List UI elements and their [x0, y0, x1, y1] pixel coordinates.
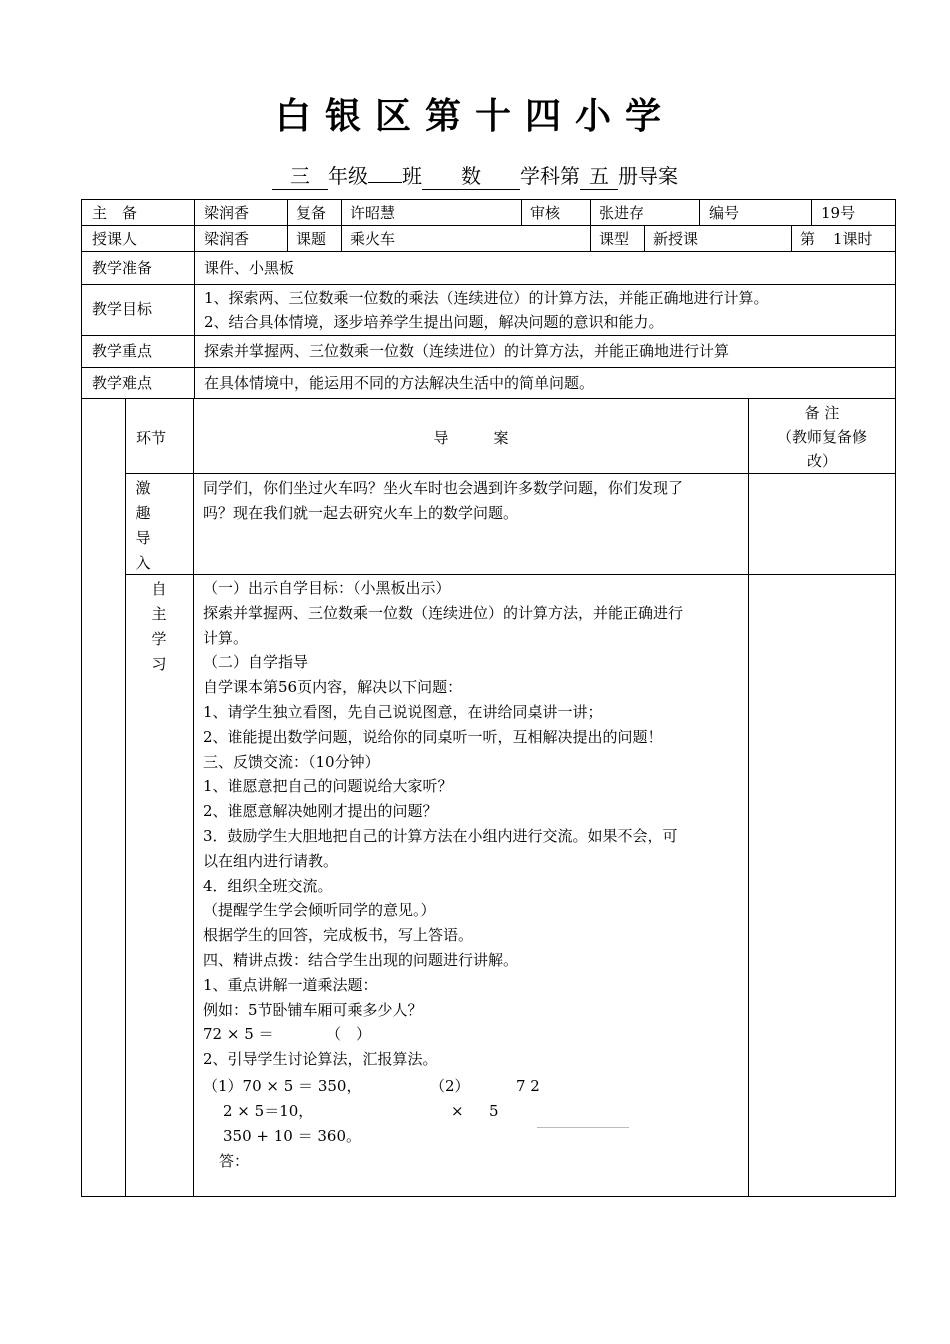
review-label: 复备	[296, 204, 327, 222]
calc-left-line: 350 + 10 ＝ 360。	[223, 1127, 361, 1145]
rule	[644, 225, 645, 251]
guide-line: 自学课本第56页内容，解决以下问题：	[203, 678, 463, 697]
prep-label: 教学准备	[92, 259, 153, 277]
goal-item: 2、结合具体情境，逐步培养学生提出问题，解决问题的意识和能力。	[204, 313, 664, 331]
calc-left-line: （1）70 × 5 ＝ 350，	[203, 1077, 362, 1095]
guide-line: 2、引导学生讨论算法，汇报算法。	[203, 1050, 438, 1069]
keypoint-label: 教学重点	[92, 342, 153, 360]
volume-value: 五	[580, 163, 618, 190]
calc-multiplier: 5	[489, 1102, 499, 1120]
rule	[748, 398, 749, 1196]
rule	[81, 199, 82, 1197]
calc-vertical-top: 7 2	[516, 1077, 540, 1095]
rule	[699, 199, 700, 225]
stage-name: 自主学习	[151, 580, 167, 673]
guide-line: 三、反馈交流：（10分钟）	[203, 752, 380, 771]
difficulty-value: 在具体情境中，能运用不同的方法解决生活中的简单问题。	[204, 374, 595, 392]
prep-value: 课件、小黑板	[204, 259, 295, 277]
guide-line: 同学们，你们坐过火车吗？坐火车时也会遇到许多数学问题，你们发现了	[203, 479, 684, 497]
guide-line: 3．鼓励学生大胆地把自己的计算方法在小组内进行交流。如果不会，可	[203, 826, 678, 845]
teacher-label: 授课人	[92, 230, 138, 248]
keypoint-value: 探索并掌握两、三位数乘一位数（连续进位）的计算方法，并能正确地进行计算	[204, 342, 730, 360]
guide-line: （提醒学生学会倾听同学的意见。）	[203, 901, 436, 920]
guide-header: 导 案	[433, 429, 509, 447]
calc-answer-label: 答：	[219, 1152, 250, 1170]
remark-header-line: （教师复备修	[776, 428, 867, 446]
school-title: 白银区第十四小学	[274, 96, 675, 137]
rule	[125, 398, 126, 1196]
guide-line: 2、谁愿意解决她刚才提出的问题？	[203, 802, 438, 821]
goal-item: 1、探索两、三位数乘一位数的乘法（连续进位）的计算方法，并能正确地进行计算。	[204, 289, 769, 307]
calc-times-sign: ×	[451, 1102, 464, 1120]
guide-line: 4．组织全班交流。	[203, 876, 333, 895]
period-prefix: 第	[800, 230, 816, 248]
rule	[125, 574, 896, 575]
rule	[521, 199, 522, 225]
lead-value: 梁润香	[204, 204, 250, 222]
rule	[81, 367, 896, 368]
number-value: 19号	[821, 204, 856, 222]
calc-underline	[537, 1127, 629, 1128]
audit-label: 审核	[530, 204, 561, 222]
guide-line: 以在组内进行请教。	[203, 851, 339, 870]
guide-line: 1、请学生独立看图，先自己说说图意，在讲给同桌讲一讲；	[203, 702, 603, 721]
topic-label: 课题	[296, 230, 327, 248]
teacher-value: 梁润香	[204, 230, 250, 248]
rule	[81, 284, 896, 285]
rule	[81, 335, 896, 336]
rule	[125, 473, 896, 474]
review-value: 许昭慧	[350, 204, 396, 222]
guide-line: （二）自学指导	[203, 653, 309, 672]
stage-name: 激趣导入	[135, 479, 151, 572]
audit-value: 张进存	[599, 204, 645, 222]
subject-label: 学科第	[520, 164, 580, 188]
rule	[81, 1196, 896, 1197]
grade-value: 三	[272, 163, 328, 190]
rule	[81, 398, 896, 399]
rule	[341, 199, 342, 251]
guide-line: 计算。	[203, 628, 249, 647]
remark-header-line: 备 注	[804, 404, 840, 422]
subject-value: 数	[422, 163, 520, 190]
guide-line: 根据学生的回答，完成板书，写上答语。	[203, 926, 474, 945]
guide-line: 1、谁愿意把自己的问题说给大家听？	[203, 777, 453, 796]
guide-line: 2、谁能提出数学问题，说给你的同桌听一听，互相解决提出的问题！	[203, 727, 663, 746]
rule	[81, 199, 896, 200]
rule	[791, 225, 792, 251]
rule	[194, 199, 195, 399]
guide-line: 四、精讲点拨：结合学生出现的问题进行讲解。	[203, 950, 519, 969]
number-label: 编号	[709, 204, 740, 222]
class-label: 班	[402, 164, 422, 188]
remark-header-line: 改）	[806, 452, 837, 470]
stage-header: 环节	[136, 429, 167, 447]
period-value: 1课时	[833, 230, 873, 248]
grade-label: 年级	[328, 164, 368, 188]
rule	[81, 251, 896, 252]
guide-line: 72 × 5 ＝ （ ）	[203, 1025, 372, 1044]
type-value: 新授课	[653, 230, 699, 248]
remark-header	[749, 401, 895, 473]
goals-label: 教学目标	[92, 300, 153, 318]
rule	[811, 199, 812, 225]
calc-left-line: 2 × 5＝10，	[223, 1102, 314, 1120]
guide-line: 吗？现在我们就一起去研究火车上的数学问题。	[203, 503, 519, 522]
lead-label: 主 备	[92, 204, 138, 222]
rule	[895, 199, 896, 1197]
volume-label: 册导案	[618, 164, 678, 188]
rule	[287, 199, 288, 251]
rule	[81, 225, 896, 226]
rule	[193, 398, 194, 1196]
rule	[590, 199, 591, 251]
type-label: 课型	[599, 230, 630, 248]
class-value	[368, 182, 402, 183]
subtitle	[272, 160, 678, 190]
guide-line: 1、重点讲解一道乘法题：	[203, 975, 378, 994]
difficulty-label: 教学难点	[92, 374, 153, 392]
guide-line: （一）出示自学目标：（小黑板出示）	[203, 579, 451, 597]
guide-line: 例如：5节卧铺车厢可乘多少人？	[203, 1000, 423, 1019]
guide-line: 探索并掌握两、三位数乘一位数（连续进位）的计算方法，并能正确进行	[203, 603, 684, 622]
topic-value: 乘火车	[350, 230, 396, 248]
calc-right-label: （2）	[430, 1077, 470, 1095]
stage-guide	[203, 576, 683, 1072]
stage-guide	[203, 476, 683, 526]
